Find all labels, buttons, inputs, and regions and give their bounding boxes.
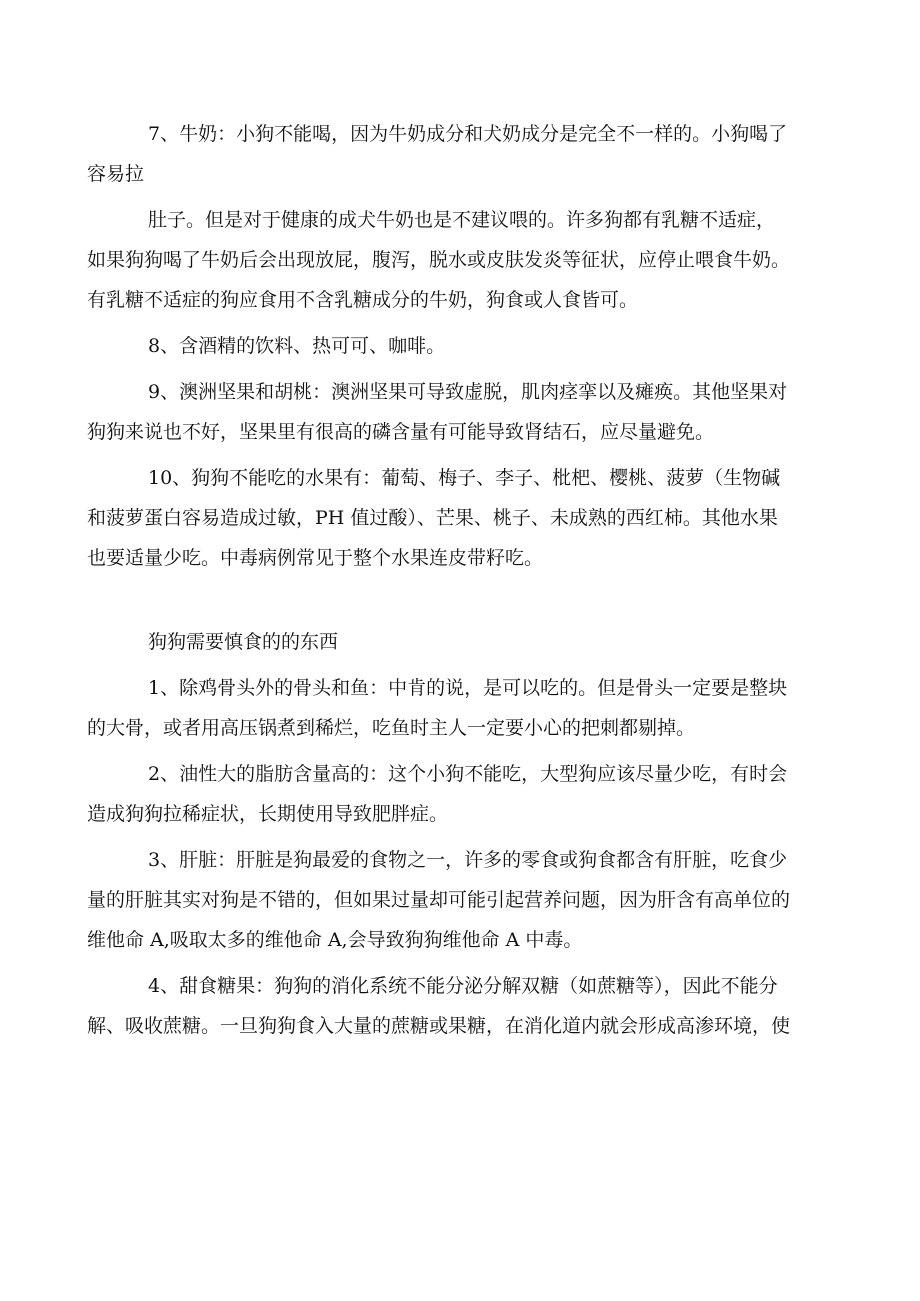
text-line: 4、甜食糖果：狗狗的消化系统不能分泌分解双糖（如蔗糖等），因此不能分 (148, 975, 778, 997)
paragraph-liver (87, 840, 835, 960)
paragraph-fruits (87, 458, 835, 578)
section-heading (87, 622, 835, 662)
text-line: 造成狗狗拉稀症状，长期使用导致肥胖症。 (87, 803, 449, 825)
text-line: 的大骨，或者用高压锅煮到稀烂，吃鱼时主人一定要小心的把刺都剔掉。 (87, 717, 696, 739)
paragraph-milk-continued (87, 200, 835, 320)
section-heading-text: 狗狗需要慎食的的东西 (148, 631, 339, 653)
text-line: 如果狗狗喝了牛奶后会出现放屁，腹泻，脱水或皮肤发炎等征状，应停止喂食牛奶。 (87, 249, 791, 271)
text-line: 狗狗来说也不好，坚果里有很高的磷含量有可能导致肾结石，应尽量避免。 (87, 421, 715, 443)
text-line: 1、除鸡骨头外的骨头和鱼：中肯的说，是可以吃的。但是骨头一定要是整块 (148, 677, 788, 699)
text-line: 量的肝脏其实对狗是不错的，但如果过量却可能引起营养问题，因为肝含有高单位的 (87, 889, 791, 911)
text-line: 容易拉 (87, 163, 145, 185)
text-line: 有乳糖不适症的狗应食用不含乳糖成分的牛奶，狗食或人食皆可。 (87, 289, 639, 311)
text-line: 3、肝脏：肝脏是狗最爱的食物之一，许多的零食或狗食都含有肝脏，吃食少 (148, 849, 788, 871)
text-line: 解、吸收蔗糖。一旦狗狗食入大量的蔗糖或果糖，在消化道内就会形成高渗环境，使 (87, 1015, 791, 1037)
text-line: 7、牛奶：小狗不能喝，因为牛奶成分和犬奶成分是完全不一样的。小狗喝了 (148, 123, 788, 145)
paragraph-bones-fish (87, 668, 835, 748)
paragraph-milk (87, 114, 835, 194)
text-line: 2、油性大的脂肪含量高的：这个小狗不能吃，大型狗应该尽量少吃，有时会 (148, 763, 788, 785)
text-line: 10、狗狗不能吃的水果有：葡萄、梅子、李子、枇杷、樱桃、菠萝（生物碱 (148, 467, 781, 489)
text-line: 也要适量少吃。中毒病例常见于整个水果连皮带籽吃。 (87, 547, 544, 569)
paragraph-alcohol (87, 326, 835, 366)
paragraph-fatty-food (87, 754, 835, 834)
text-line: 8、含酒精的饮料、热可可、咖啡。 (148, 335, 446, 357)
paragraph-nuts (87, 372, 835, 452)
paragraph-sweets (87, 966, 835, 1046)
text-line: 肚子。但是对于健康的成犬牛奶也是不建议喂的。许多狗都有乳糖不适症， (148, 209, 776, 231)
document-body (87, 114, 835, 1046)
text-line: 9、澳洲坚果和胡桃：澳洲坚果可导致虚脱，肌肉痉挛以及瘫痪。其他坚果对 (148, 381, 788, 403)
text-line: 和菠萝蛋白容易造成过敏，PH 值过酸）、芒果、桃子、未成熟的西红柿。其他水果 (87, 507, 778, 529)
text-line: 维他命 A,吸取太多的维他命 A,会导致狗狗维他命 A 中毒。 (87, 929, 583, 951)
